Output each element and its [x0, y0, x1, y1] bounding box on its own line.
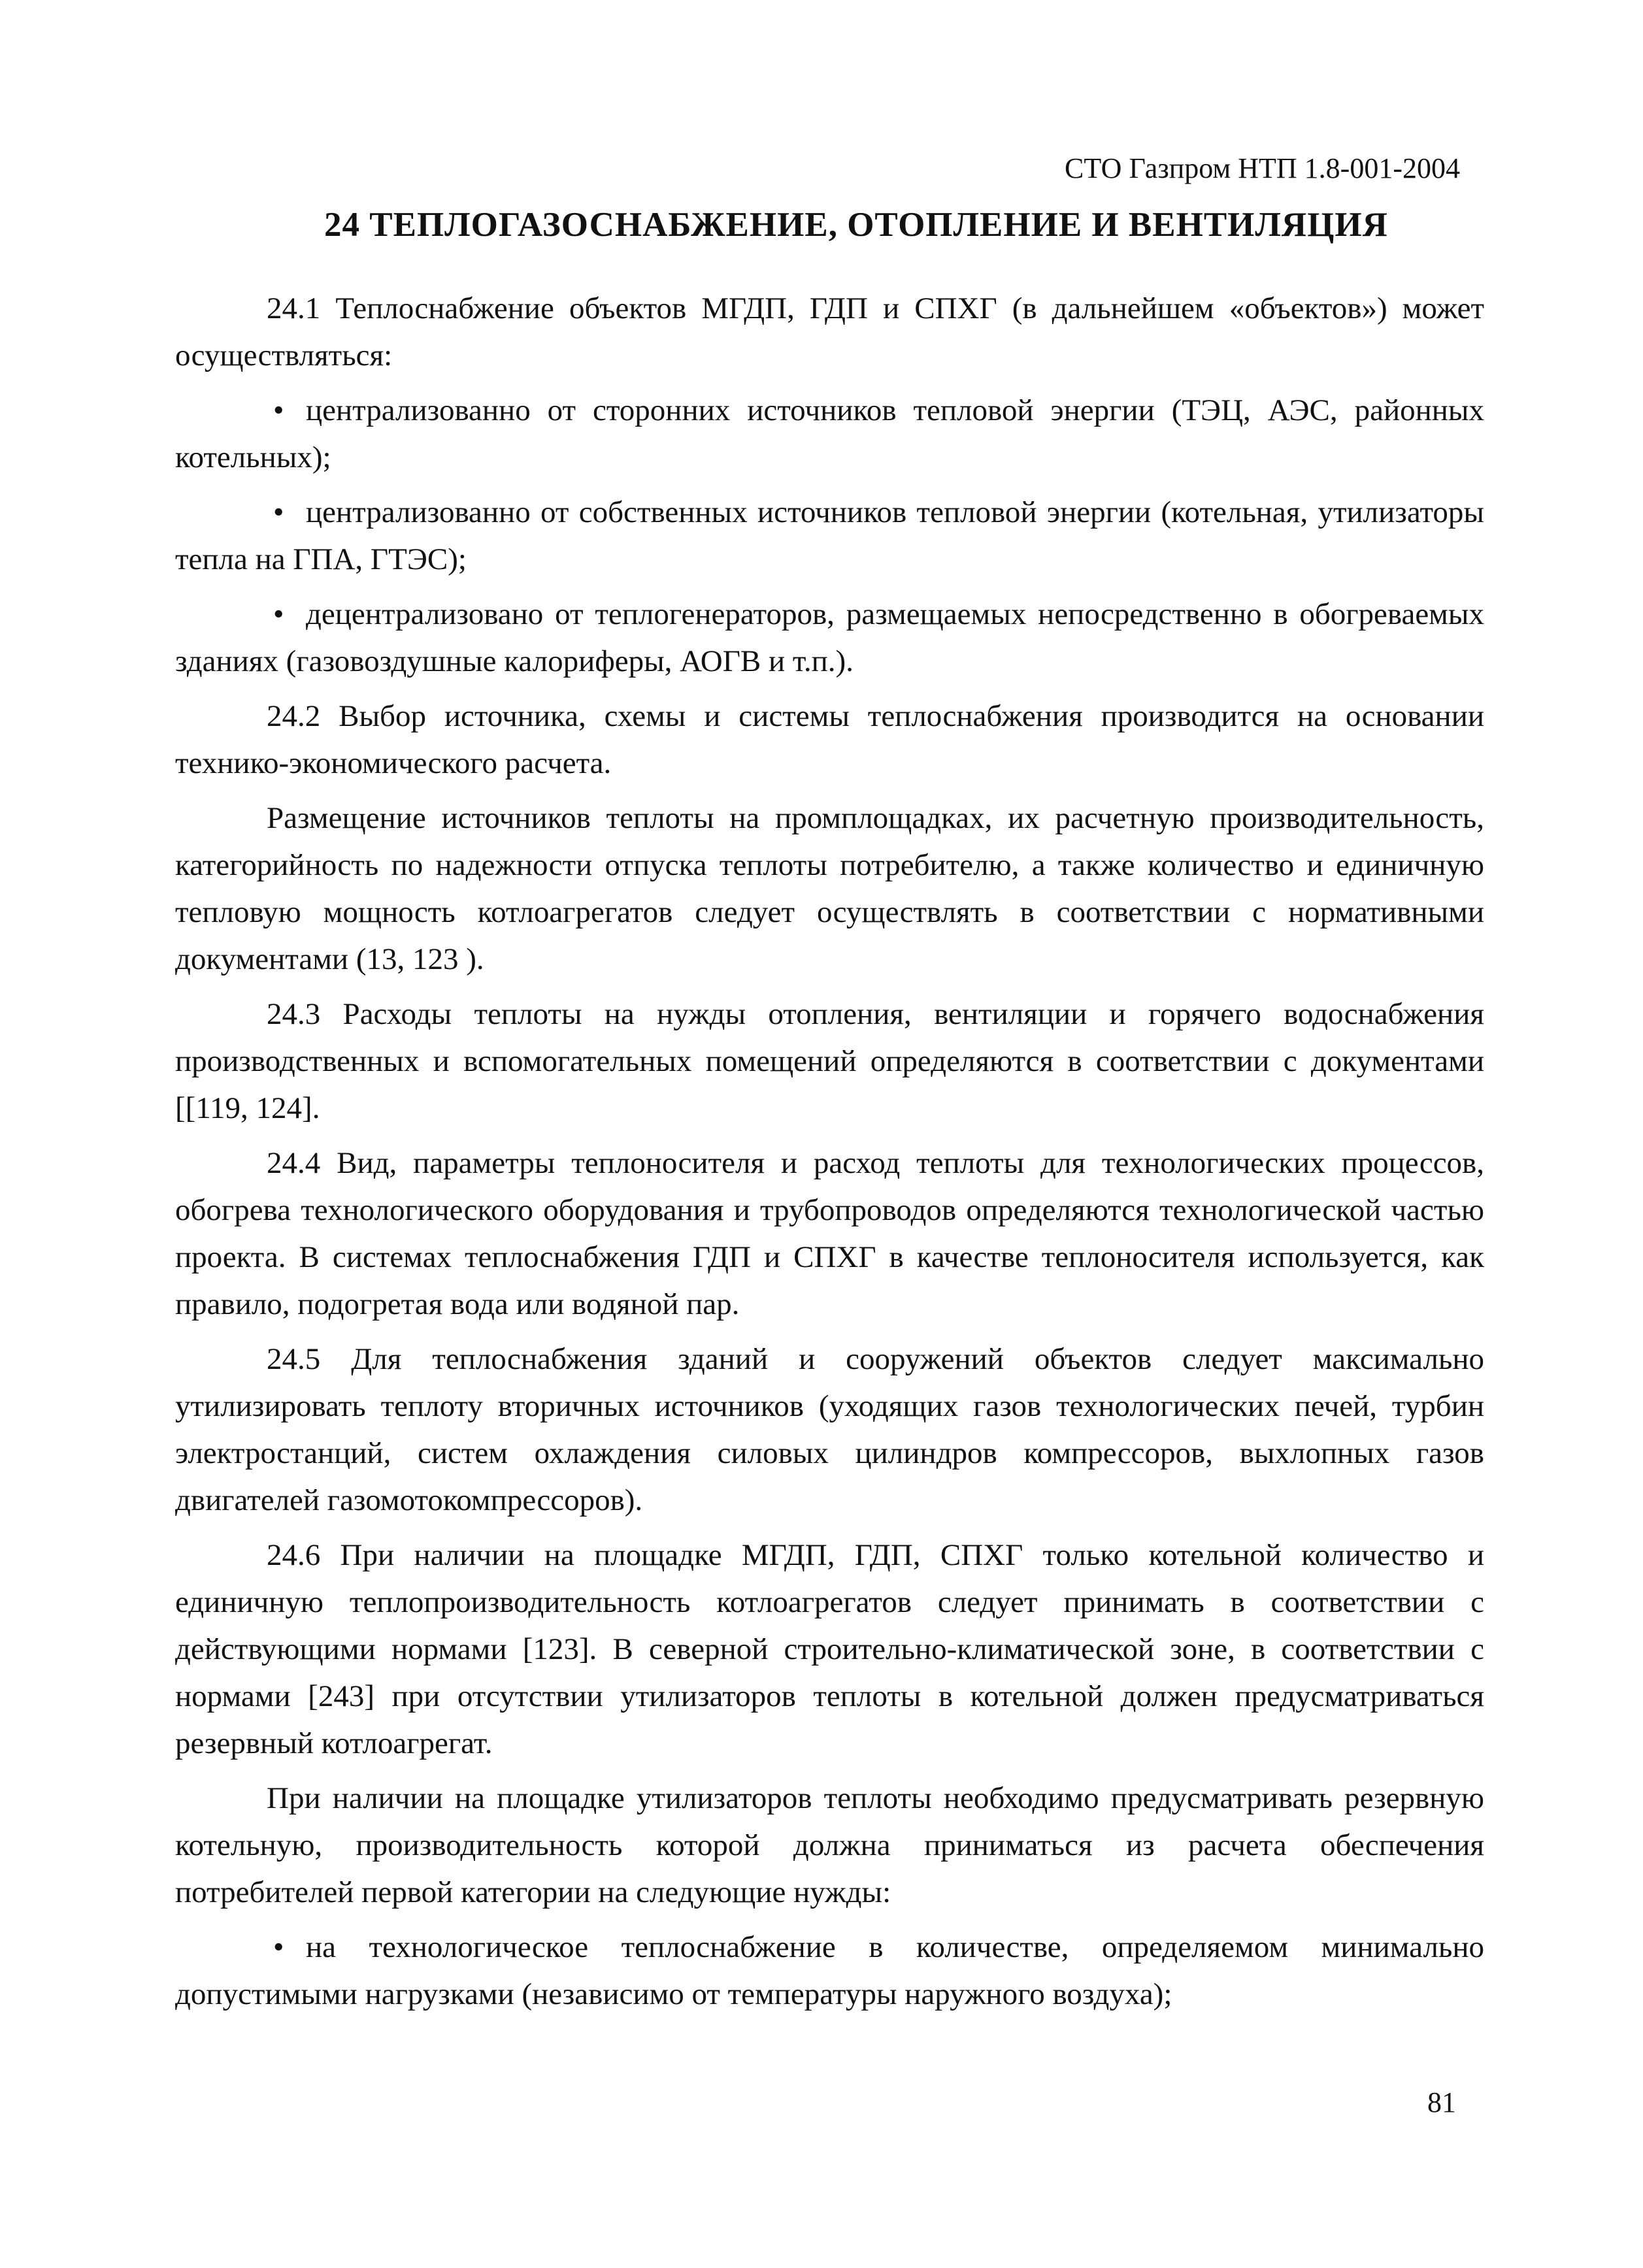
bullet-icon: • — [273, 495, 284, 529]
bullet-icon: • — [273, 393, 284, 427]
list-item-text: централизованно от сторонних источников тепловой энергии (ТЭЦ, АЭС, районных котельных); — [175, 393, 1484, 474]
page-number: 81 — [1427, 2086, 1456, 2118]
section-title: 24 ТЕПЛОГАЗОСНАБЖЕНИЕ, ОТОПЛЕНИЕ И ВЕНТИЛЯЦИЯ — [324, 206, 1388, 244]
paragraph-reserve-boiler: При наличии на площадке утилизаторов теплоты необходимо предусматривать резервную котельную, производительность которой должна приниматься из расчета обеспечения потребителей первой категории на следующие нужды: — [175, 1781, 1484, 1909]
list-item-text: на технологическое теплоснабжение в количестве, определяемом минимально допустимыми нагрузками (независимо от температуры наружного воздуха); — [175, 1930, 1484, 2011]
paragraph-24-2: 24.2 Выбор источника, схемы и системы теплоснабжения производится на основании технико-экономического расчета. — [175, 699, 1484, 780]
list-item — [175, 387, 1484, 481]
paragraph-24-3: 24.3 Расходы теплоты на нужды отопления, вентиляции и горячего водоснабжения производственных и вспомогательных помещений определяются в соответствии с документами [[119, 124]. — [175, 997, 1484, 1125]
heat-supply-options-list — [175, 387, 1484, 685]
bullet-icon: • — [273, 597, 284, 631]
list-item — [175, 1924, 1484, 2018]
paragraph-24-1: 24.1 Теплоснабжение объектов МГДП, ГДП и СПХГ (в дальнейшем «объектов») может осуществляться: — [175, 291, 1484, 372]
document-code-header: СТО Газпром НТП 1.8-001-2004 — [1065, 152, 1460, 184]
reserve-needs-list — [175, 1924, 1484, 2018]
list-item — [175, 489, 1484, 583]
paragraph-24-4: 24.4 Вид, параметры теплоносителя и расход теплоты для технологических процессов, обогрева технологического оборудования и трубопроводов определяются технологической частью проекта. В системах теплоснабжения ГДП и СПХГ в качестве теплоносителя используется, как правило, подогретая вода или водяной пар. — [175, 1146, 1484, 1321]
list-item-text: централизованно от собственных источников тепловой энергии (котельная, утилизаторы тепла на ГПА, ГТЭС); — [175, 495, 1484, 576]
paragraph-24-5: 24.5 Для теплоснабжения зданий и сооружений объектов следует максимально утилизировать теплоту вторичных источников (уходящих газов технологических печей, турбин электростанций, систем охлаждения силовых цилиндров компрессоров, выхлопных газов двигателей газомотокомпрессоров). — [175, 1342, 1484, 1517]
list-item-text: децентрализовано от теплогенераторов, размещаемых непосредственно в обогреваемых зданиях (газовоздушные калориферы, АОГВ и т.п.). — [175, 597, 1484, 678]
paragraph-placement: Размещение источников теплоты на промплощадках, их расчетную производительность, категорийность по надежности отпуска теплоты потребителю, а также количество и единичную тепловую мощность котлоагрегатов следует осуществлять в соответствии с нормативными документами (13, 123 ). — [175, 801, 1484, 976]
paragraph-24-6: 24.6 При наличии на площадке МГДП, ГДП, СПХГ только котельной количество и единичную теплопроизводительность котлоагрегатов следует принимать в соответствии с действующими нормами [123]. В северной строительно-климатической зоне, в соответствии с нормами [243] при отсутствии утилизаторов теплоты в котельной должен предусматриваться резервный котлоагрегат. — [175, 1538, 1484, 1760]
list-item — [175, 591, 1484, 685]
body-text — [175, 285, 1484, 2026]
bullet-icon: • — [273, 1930, 284, 1964]
